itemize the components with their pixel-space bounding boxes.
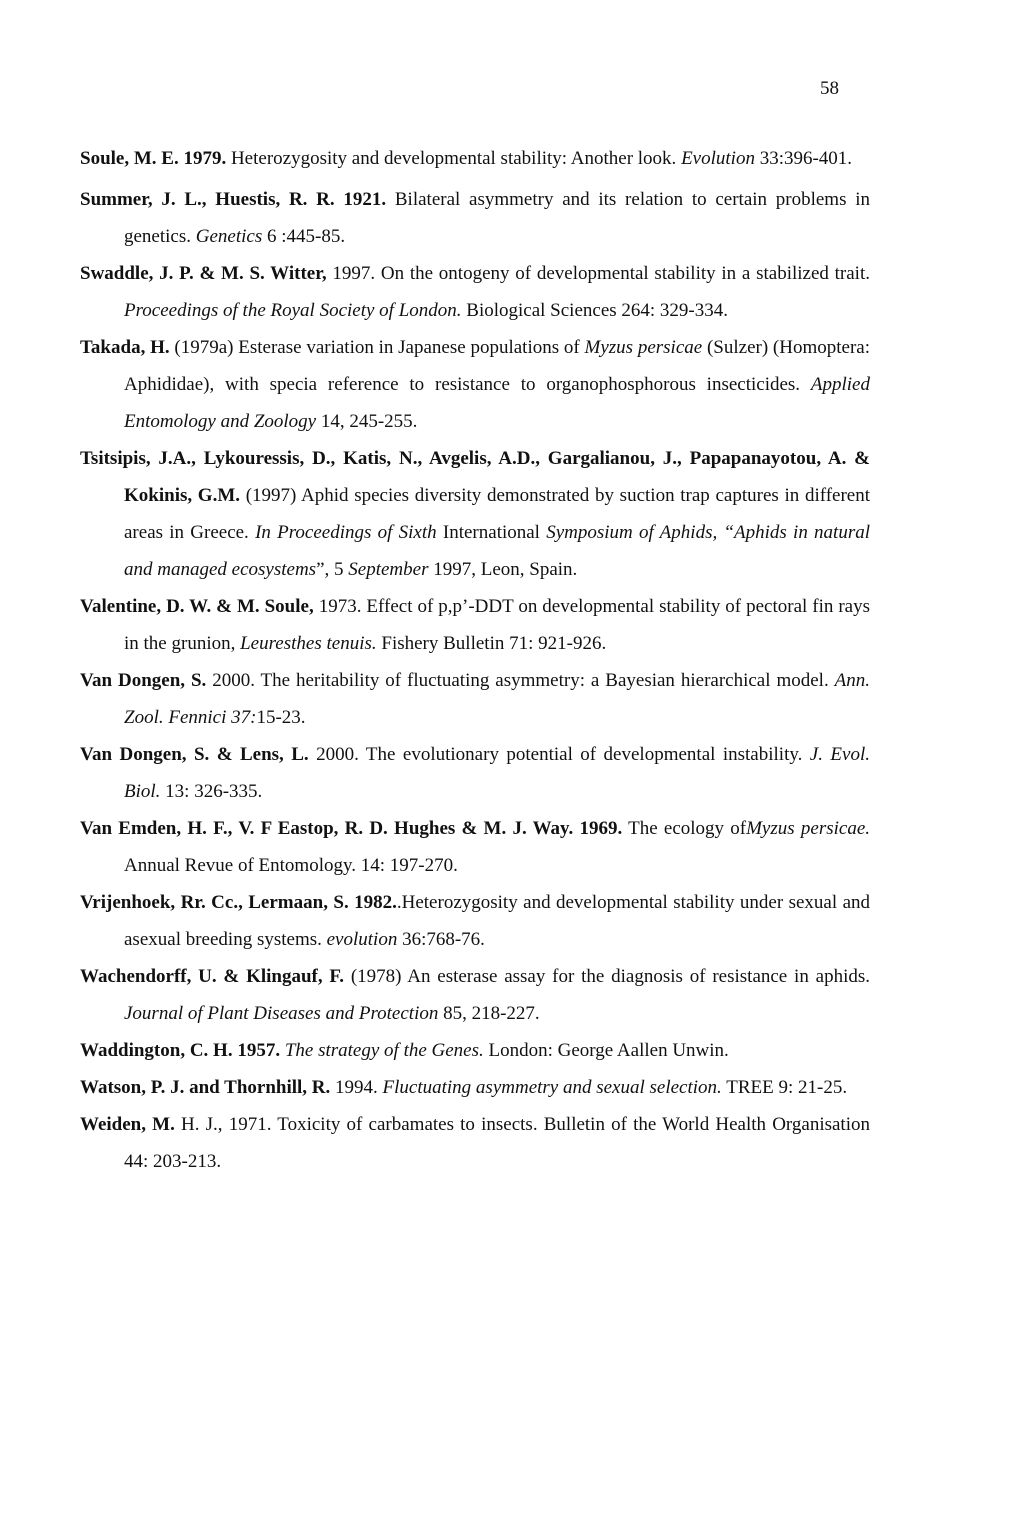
reference-tail: 1997, Leon, Spain. [428,559,578,580]
reference-text: .Heterozygosity and developmental stability under sexual and asexual breeding systems. [124,892,871,950]
reference-entry [80,1069,870,1106]
reference-journal: Genetics [195,226,263,247]
reference-authors: Vrijenhoek, Rr. Cc., Lermaan, S. 1982. [80,892,397,913]
reference-text: 2000. The evolutionary potential of developmental instability. [308,744,810,765]
reference-tail: 36:768-76. [397,929,485,950]
reference-text: (1979a) Esterase variation in Japanese populations of [169,337,585,358]
reference-journal: The strategy of the Genes. [284,1040,484,1061]
reference-tail: 15-23. [256,707,306,728]
reference-text: Bilateral asymmetry and its relation to certain problems in genetics. [124,189,870,247]
reference-text: H. J., 1971. Toxicity of carbamates to insects. Bulletin of the World Health Organisation 44: 203-213. [124,1114,870,1172]
reference-text: (Sulzer) (Homoptera: Aphididae), with specia reference to resistance to organophosphorous insecticides. [124,337,870,395]
page-number: 58 [820,78,839,99]
reference-entry [80,662,870,736]
reference-text: 2000. The heritability of fluctuating asymmetry: a Bayesian hierarchical model. [206,670,835,691]
reference-entry [80,958,870,1032]
reference-entry [80,181,870,255]
reference-authors: Takada, H. [80,337,170,358]
reference-journal: evolution [326,929,398,950]
reference-journal: Fluctuating asymmetry and sexual selection. [382,1077,722,1098]
reference-journal: Applied Entomology and Zoology [124,374,870,432]
reference-text: International [436,522,547,543]
reference-text: (1978) An esterase assay for the diagnosis of resistance in aphids. [344,966,870,987]
reference-authors: Wachendorff, U. & Klingauf, F. [80,966,345,987]
reference-tail: Fishery Bulletin 71: 921-926. [376,633,607,654]
reference-tail: 33:396-401. [754,148,853,169]
reference-text: 1994. [330,1077,383,1098]
reference-authors: Summer, J. L., Huestis, R. R. 1921. [80,189,387,210]
reference-text: ”, 5 [316,559,349,580]
reference-species: Myzus persicae [584,337,703,358]
reference-tail: London: George Aallen Unwin. [483,1040,729,1061]
reference-journal: Proceedings of the Royal Society of London. [124,300,462,321]
reference-entry [80,255,870,329]
reference-text: (1997) Aphid species diversity demonstrated by suction trap captures in different areas in Greece. [124,485,871,543]
reference-entry [80,440,870,588]
reference-journal: Symposium of Aphids, “Aphids in natural and managed ecosystems [124,522,871,580]
reference-text: The ecology of [622,818,747,839]
reference-authors: Tsitsipis, J.A., Lykouressis, D., Katis, N., Avgelis, A.D., Gargalianou, J., Papapanayotou, A. & Kokinis, G.M. [80,448,870,506]
reference-entry [80,1106,870,1180]
reference-journal: Journal of Plant Diseases and Protection [124,1003,439,1024]
reference-entry [80,329,870,440]
reference-date: September [348,559,429,580]
reference-species: Myzus persicae. [746,818,871,839]
reference-text: 1997. On the ontogeny of developmental stability in a stabilized trait. [326,263,870,284]
reference-authors: Van Dongen, S. & Lens, L. [80,744,309,765]
reference-journal: Ann. Zool. Fennici 37: [124,670,870,728]
reference-entry [80,1032,870,1069]
reference-text: Heterozygosity and developmental stability: Another look. [226,148,682,169]
reference-entry [80,884,870,958]
reference-authors: Van Emden, H. F., V. F Eastop, R. D. Hughes & M. J. Way. 1969. [80,818,623,839]
reference-tail: Annual Revue of Entomology. 14: 197-270. [124,855,458,876]
reference-authors: Swaddle, J. P. & M. S. Witter, [80,263,327,284]
reference-entry [80,140,870,177]
reference-text: 1973. Effect of p,p’-DDT on developmental stability of pectoral fin rays in the grunion, [124,596,870,654]
reference-authors: Soule, M. E. 1979. [80,148,227,169]
reference-list [80,140,870,1180]
reference-tail: TREE 9: 21-25. [721,1077,848,1098]
reference-journal: J. Evol. Biol. [124,744,870,802]
reference-tail: 14, 245-255. [316,411,418,432]
reference-tail: Biological Sciences 264: 329-334. [461,300,729,321]
reference-tail: 6 :445-85. [262,226,346,247]
reference-entry [80,810,870,884]
reference-entry [80,588,870,662]
reference-tail: 85, 218-227. [438,1003,540,1024]
reference-authors: Weiden, M. [80,1114,175,1135]
reference-species: Leuresthes tenuis. [240,633,377,654]
reference-entry [80,736,870,810]
reference-authors: Waddington, C. H. 1957. [80,1040,281,1061]
reference-authors: Valentine, D. W. & M. Soule, [80,596,314,617]
reference-tail: 13: 326-335. [160,781,263,802]
reference-journal: Evolution [681,148,755,169]
reference-authors: Van Dongen, S. [80,670,207,691]
reference-journal: In Proceedings of Sixth [255,522,437,543]
reference-authors: Watson, P. J. and Thornhill, R. [80,1077,331,1098]
